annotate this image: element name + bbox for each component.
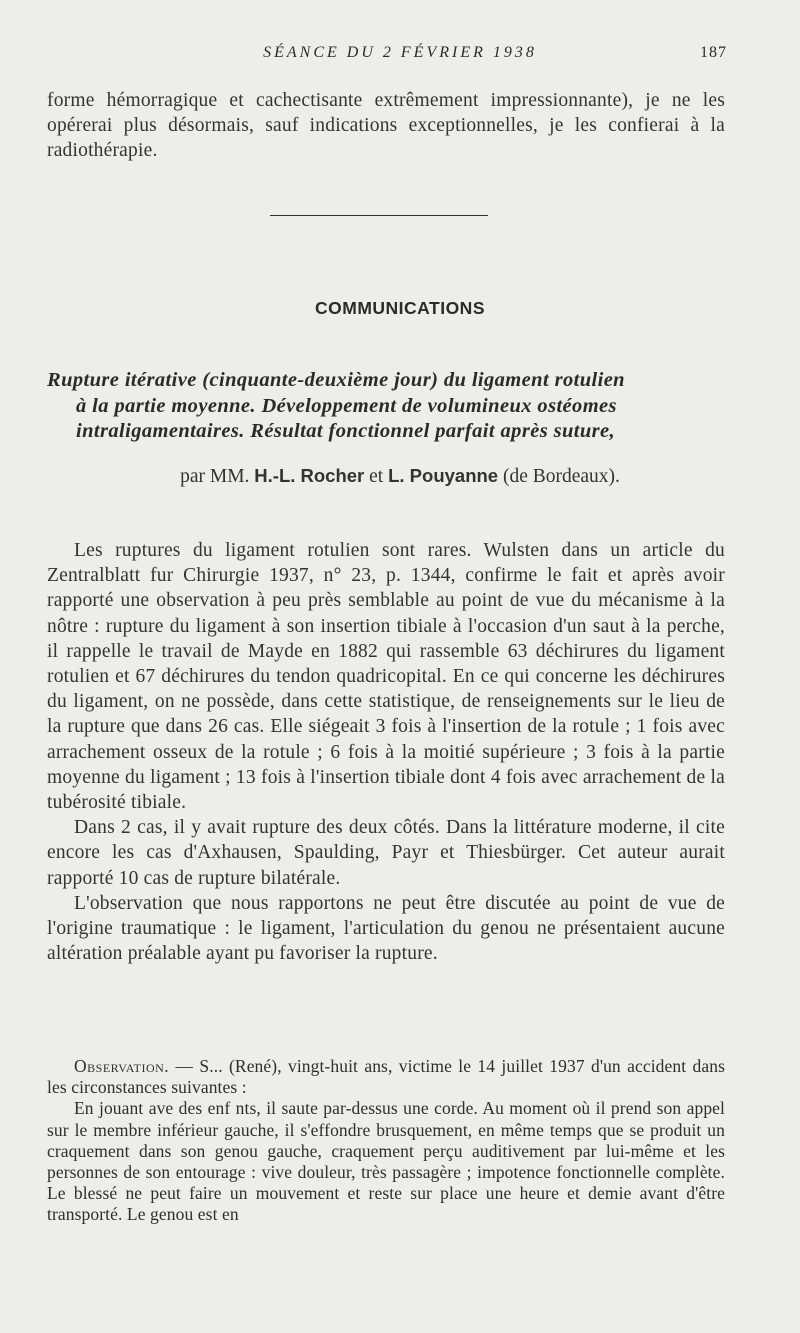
observation-intro — [47, 1056, 725, 1098]
article-title-line: intraligamentaires. Résultat fonctionnel parfait après suture, — [76, 420, 616, 442]
body-paragraph: L'observation que nous rapportons ne peut être discutée au point de vue de l'origine traumatique : le ligament, l'articulation du genou ne présentaient aucune altération préalable ayant pu favoriser la rupture. — [47, 892, 725, 965]
observation-block — [47, 1056, 725, 1226]
body-paragraph: Dans 2 cas, il y avait rupture des deux côtés. Dans la littérature moderne, il cite encore les cas d'Axhausen, Spaulding, Payr et Thiesbürger. Cet auteur aurait rapporté 10 cas de rupture bilatérale. — [47, 817, 725, 889]
byline-conjunction: et — [369, 466, 384, 487]
article-title-line: à la partie moyenne. Développement de volumineux ostéomes — [76, 394, 617, 417]
observation-label: Observation. — [74, 1056, 170, 1076]
section-divider — [270, 215, 488, 216]
author-name: H.-L. Rocher — [254, 465, 365, 486]
continued-paragraph: forme hémorragique et cachectisante extrêmement impressionnante), je ne les opérerai plus désormais, sauf indications exceptionnelles, je les confierai à la radiothérapie. — [47, 90, 725, 162]
observation-lead: — S... (René), vingt-huit ans, victime le 14 juillet 1937 d'un accident dans les circonstances suivantes : — [47, 1056, 725, 1098]
running-head — [0, 44, 800, 68]
author-name: L. Pouyanne — [388, 465, 499, 486]
continued-paragraph-block — [47, 88, 725, 164]
running-title: SÉANCE DU 2 FÉVRIER 1938 — [263, 44, 537, 61]
author-affiliation: (de Bordeaux). — [502, 466, 620, 487]
byline-prefix: par MM. — [180, 466, 250, 487]
body-paragraph: Les ruptures du ligament rotulien sont rares. Wulsten dans un article du Zentralblatt fur Chirurgie 1937, n° 23, p. 1344, confirme le fait et après avoir rapporté une observation à peu près semblable au point de vue du mécanisme à la nôtre : rupture du ligament à son insertion tibiale à l'occasion d'un saut à la perche, il rappelle le travail de Mayde en 1882 qui rassemble 63 déchirures du ligament rotulien et 67 déchirures du tendon quadricopital. En ce qui concerne les déchirures du ligament, on ne possède, dans cette statistique, de renseignements sur le lieu de la rupture que dans 26 cas. Elle siégeait 3 fois à l'insertion de la rotule ; 1 fois avec arrachement osseux de la rotule ; 6 fois à la moitié supérieure ; 3 fois à la partie moyenne du ligament ; 13 fois à l'insertion tibiale dont 4 fois avec arrachement de la tubérosité tibiale. — [47, 540, 725, 814]
article-title — [47, 368, 730, 445]
section-heading: COMMUNICATIONS — [315, 298, 485, 318]
page-number: 187 — [700, 44, 727, 61]
article-body — [47, 538, 725, 966]
observation-paragraph: En jouant ave des enf nts, il saute par-dessus une corde. Au moment où il prend son appel sur le membre inférieur gauche, il s'effondre brusquement, en même temps que se produit un craquement dans son genou gauche, craquement perçu auditivement par lui-même et les personnes de son entourage : vive douleur, très passagère ; impotence fonctionnelle complète. Le blessé ne peut faire un mouvement et reste sur place une heure et demie avant d'être transporté. Le genou est en — [47, 1098, 725, 1225]
byline — [0, 465, 800, 488]
article-title-line: Rupture itérative (cinquante-deuxième jour) du ligament rotulien — [47, 369, 625, 391]
